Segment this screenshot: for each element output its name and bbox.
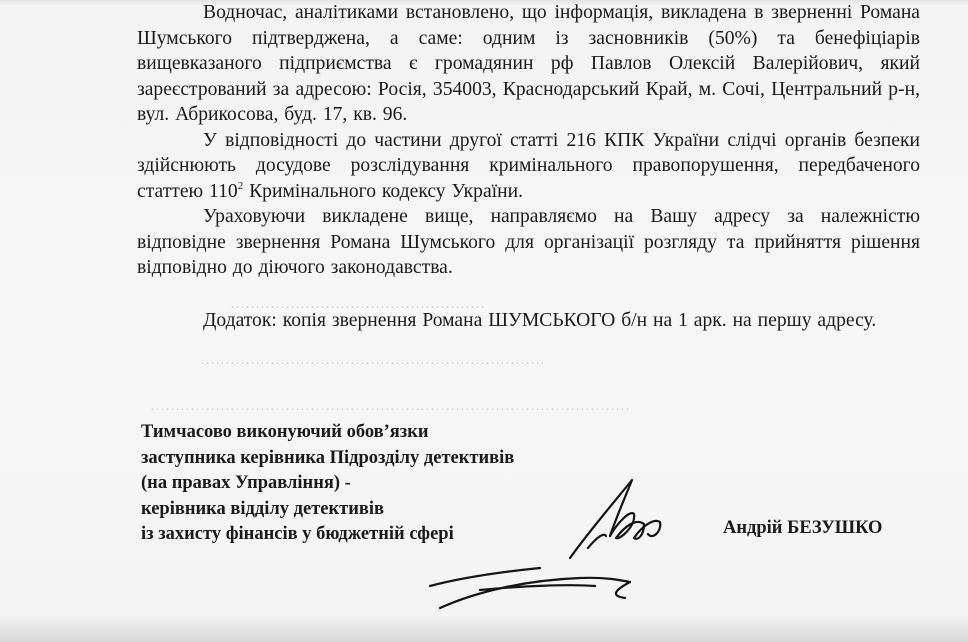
- paragraph-attachment: Додаток: копія звернення Романа ШУМСЬКОГО б/н на 1 арк. на першу адресу.: [203, 309, 877, 331]
- paragraph-referral: Ураховуючи викладене вище, направляємо на Вашу адресу за належністю відповідне звернення Романа Шумського для організації розгляду та прийняття рішення відповідно до діючого законодавства.: [137, 206, 920, 278]
- signatory-title-line: Тимчасово виконуючий обов’язки: [141, 422, 429, 442]
- paragraph-findings: Водночас, аналітиками встановлено, що інформація, викладена в зверненні Романа Шумського підтверджена, а саме: одним із засновників (50%) та бенефіціарів вищевказаного підприємства є громадянин рф Павлов Олексій Валерійович, який зареєстрований за адресою: Росія, 354003, Краснодарський Край, м. Сочі, Центральний р-н, вул. Абрикосова, буд. 17, кв. 96.: [137, 2, 920, 125]
- signatory-title-line: (на правах Управління) -: [141, 473, 351, 493]
- paragraph-jurisdiction-end: Кримінального кодексу України.: [243, 180, 523, 202]
- bleed-through-text: ……………………………………………………………………………………: [150, 398, 630, 414]
- bleed-through-text: ……………………………………………: [230, 296, 485, 312]
- handwritten-signature: [420, 440, 680, 615]
- signatory-title-line: заступника керівника Підрозділу детективів: [141, 447, 515, 468]
- bleed-through-text: ……………………………………………………………: [200, 352, 545, 368]
- signatory-title-line: керівника відділу детективів: [141, 498, 385, 519]
- signer-name: Андрій БЕЗУШКО: [723, 518, 883, 538]
- article-superscript: 2: [237, 179, 244, 192]
- signatory-title-line: із захисту фінансів у бюджетній сфері: [141, 524, 454, 544]
- paragraph-jurisdiction-start: У відповідності до частини другої статті 216 КПК України слідчі органів безпеки здійснюють досудове розслідування кримінального правопорушення, передбаченого статтею 110: [137, 129, 920, 202]
- paragraph-jurisdiction: [137, 128, 920, 205]
- page-bottom-edge: [0, 616, 968, 642]
- letter-body: [137, 0, 920, 333]
